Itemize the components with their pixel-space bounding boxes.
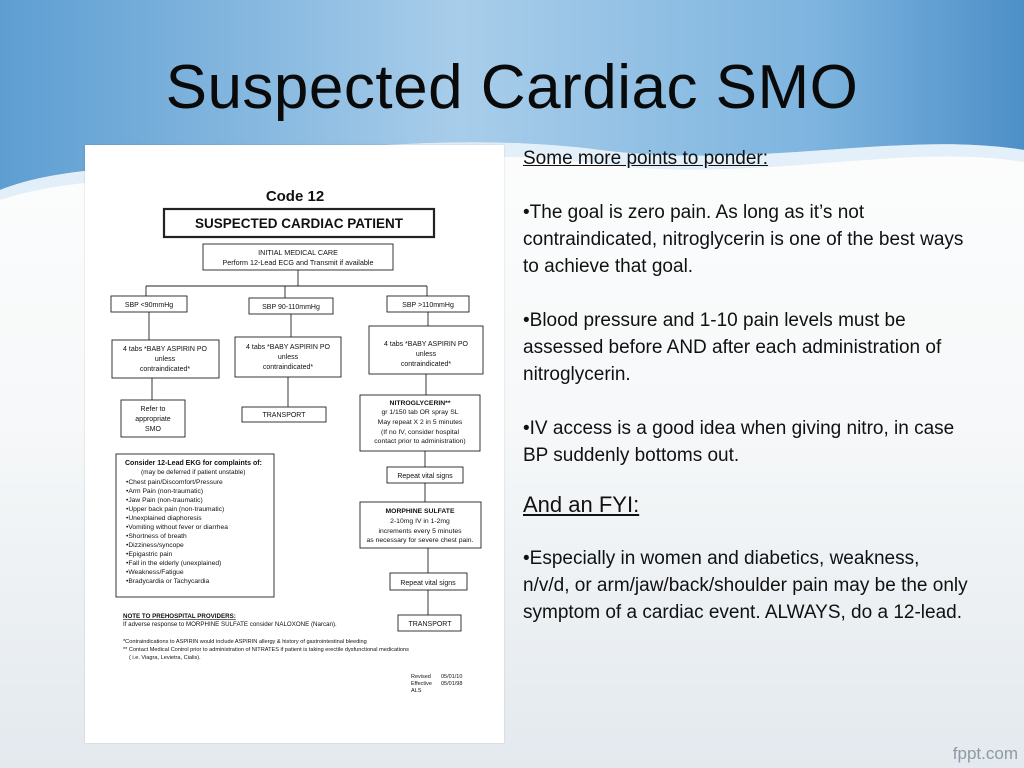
aspirin-high-line3: contraindicated* xyxy=(400,361,452,368)
revised-date: 05/01/10 xyxy=(441,674,463,680)
bullet-blood-pressure: •Blood pressure and 1-10 pain levels must be assessed before AND after each administration of nitroglycerin. xyxy=(523,310,942,385)
aspirin-mid-line2: unless xyxy=(277,354,299,361)
aspirin-low-line1: 4 tabs *BABY ASPIRIN PO xyxy=(123,346,207,353)
morphine-line1: MORPHINE SULFATE xyxy=(385,508,455,515)
consider-item: •Shortness of breath xyxy=(126,533,187,540)
slide-title: Suspected Cardiac SMO xyxy=(165,53,859,122)
footnote: *Contraindications to ASPIRIN would include ASPIRIN allergy & history of gastrointestinal bleeding xyxy=(123,639,367,645)
consider-item: •Weakness/Fatigue xyxy=(126,569,184,576)
als-label: ALS xyxy=(411,688,422,694)
transport-final-label: TRANSPORT xyxy=(408,621,452,628)
nitro-line1: NITROGLYCERIN** xyxy=(389,400,451,407)
aspirin-low-line2: unless xyxy=(154,356,176,363)
nitro-line3: May repeat X 2 in 5 minutes xyxy=(377,419,463,426)
note-title: NOTE TO PREHOSPITAL PROVIDERS: xyxy=(123,613,236,620)
morphine-line3: increments every 5 minutes xyxy=(378,528,462,535)
note-text: If adverse response to MORPHINE SULFATE consider NALOXONE (Narcan). xyxy=(123,621,337,628)
notes-panel xyxy=(523,145,968,626)
aspirin-mid-line1: 4 tabs *BABY ASPIRIN PO xyxy=(246,344,330,351)
footer-brand: fppt.com xyxy=(952,744,1018,763)
consider-item: •Vomiting without fever or diarrhea xyxy=(126,524,228,531)
consider-item: •Jaw Pain (non-traumatic) xyxy=(126,497,203,504)
initial-care-line2: Perform 12-Lead ECG and Transmit if available xyxy=(222,258,374,267)
consider-item: •Arm Pain (non-traumatic) xyxy=(126,488,204,495)
effective-label: Effective xyxy=(411,681,432,687)
consider-item: •Upper back pain (non-traumatic) xyxy=(126,506,225,513)
bullet-fyi: •Especially in women and diabetics, weakness, n/v/d, or arm/jaw/back/shoulder pain may be the only symptom of a cardiac event. ALWAYS, do a 12-lead. xyxy=(523,548,968,623)
consider-sub: (may be deferred if patient unstable) xyxy=(141,469,246,476)
nitro-line2: gr 1/150 tab OR spray SL xyxy=(381,409,459,416)
points-heading: Some more points to ponder: xyxy=(523,148,769,169)
consider-item: •Dizziness/syncope xyxy=(126,542,184,549)
footnote: ( i.e. Viagra, Levietra, Cialis). xyxy=(129,655,201,661)
refer-line3: SMO xyxy=(145,426,161,433)
consider-heading: Consider 12-Lead EKG for complaints of: xyxy=(125,460,262,467)
consider-item: •Fall in the elderly (unexplained) xyxy=(126,560,222,567)
consider-item: •Unexplained diaphoresis xyxy=(126,515,202,522)
consider-item: •Bradycardia or Tachycardia xyxy=(126,578,210,585)
protocol-flowchart xyxy=(85,145,504,743)
flowchart-title: SUSPECTED CARDIAC PATIENT xyxy=(194,216,404,231)
morphine-line2: 2-10mg IV in 1-2mg xyxy=(390,518,450,525)
sbp-high-label: SBP >110mmHg xyxy=(402,302,454,309)
transport-mid-label: TRANSPORT xyxy=(262,412,306,419)
consider-item: •Epigastric pain xyxy=(126,551,173,558)
aspirin-mid-line3: contraindicated* xyxy=(262,364,314,371)
consider-item: •Chest pain/Discomfort/Pressure xyxy=(126,479,223,486)
refer-line1: Refer to xyxy=(140,406,166,413)
effective-date: 05/01/98 xyxy=(441,681,463,687)
aspirin-high-line2: unless xyxy=(415,351,437,358)
nitro-line4: (If no IV, consider hospital xyxy=(381,429,459,436)
refer-line2: appropriate xyxy=(135,416,171,423)
footnote: ** Contact Medical Control prior to administration of NITRATES if patient is taking erectile dysfunctional medications xyxy=(123,647,409,653)
revised-label: Revised xyxy=(411,674,431,680)
repeat-vitals-1: Repeat vital signs xyxy=(397,473,453,480)
repeat-vitals-2: Repeat vital signs xyxy=(400,580,456,587)
sbp-mid-label: SBP 90-110mmHg xyxy=(262,304,320,311)
aspirin-low-line3: contraindicated* xyxy=(139,366,191,373)
initial-care-line1: INITIAL MEDICAL CARE xyxy=(258,248,338,257)
fyi-heading: And an FYI: xyxy=(523,492,640,517)
sbp-low-label: SBP <90mmHg xyxy=(124,302,174,309)
bullet-zero-pain: •The goal is zero pain. As long as it’s not contraindicated, nitroglycerin is one of the best ways to achieve that goal. xyxy=(523,202,964,277)
bullet-iv-access: •IV access is a good idea when giving nitro, in case BP suddenly bottoms out. xyxy=(523,418,955,466)
nitro-line5: contact prior to administration) xyxy=(374,438,466,445)
code-label: Code 12 xyxy=(265,188,325,205)
morphine-line4: as necessary for severe chest pain. xyxy=(366,537,474,544)
aspirin-high-line1: 4 tabs *BABY ASPIRIN PO xyxy=(384,341,468,348)
